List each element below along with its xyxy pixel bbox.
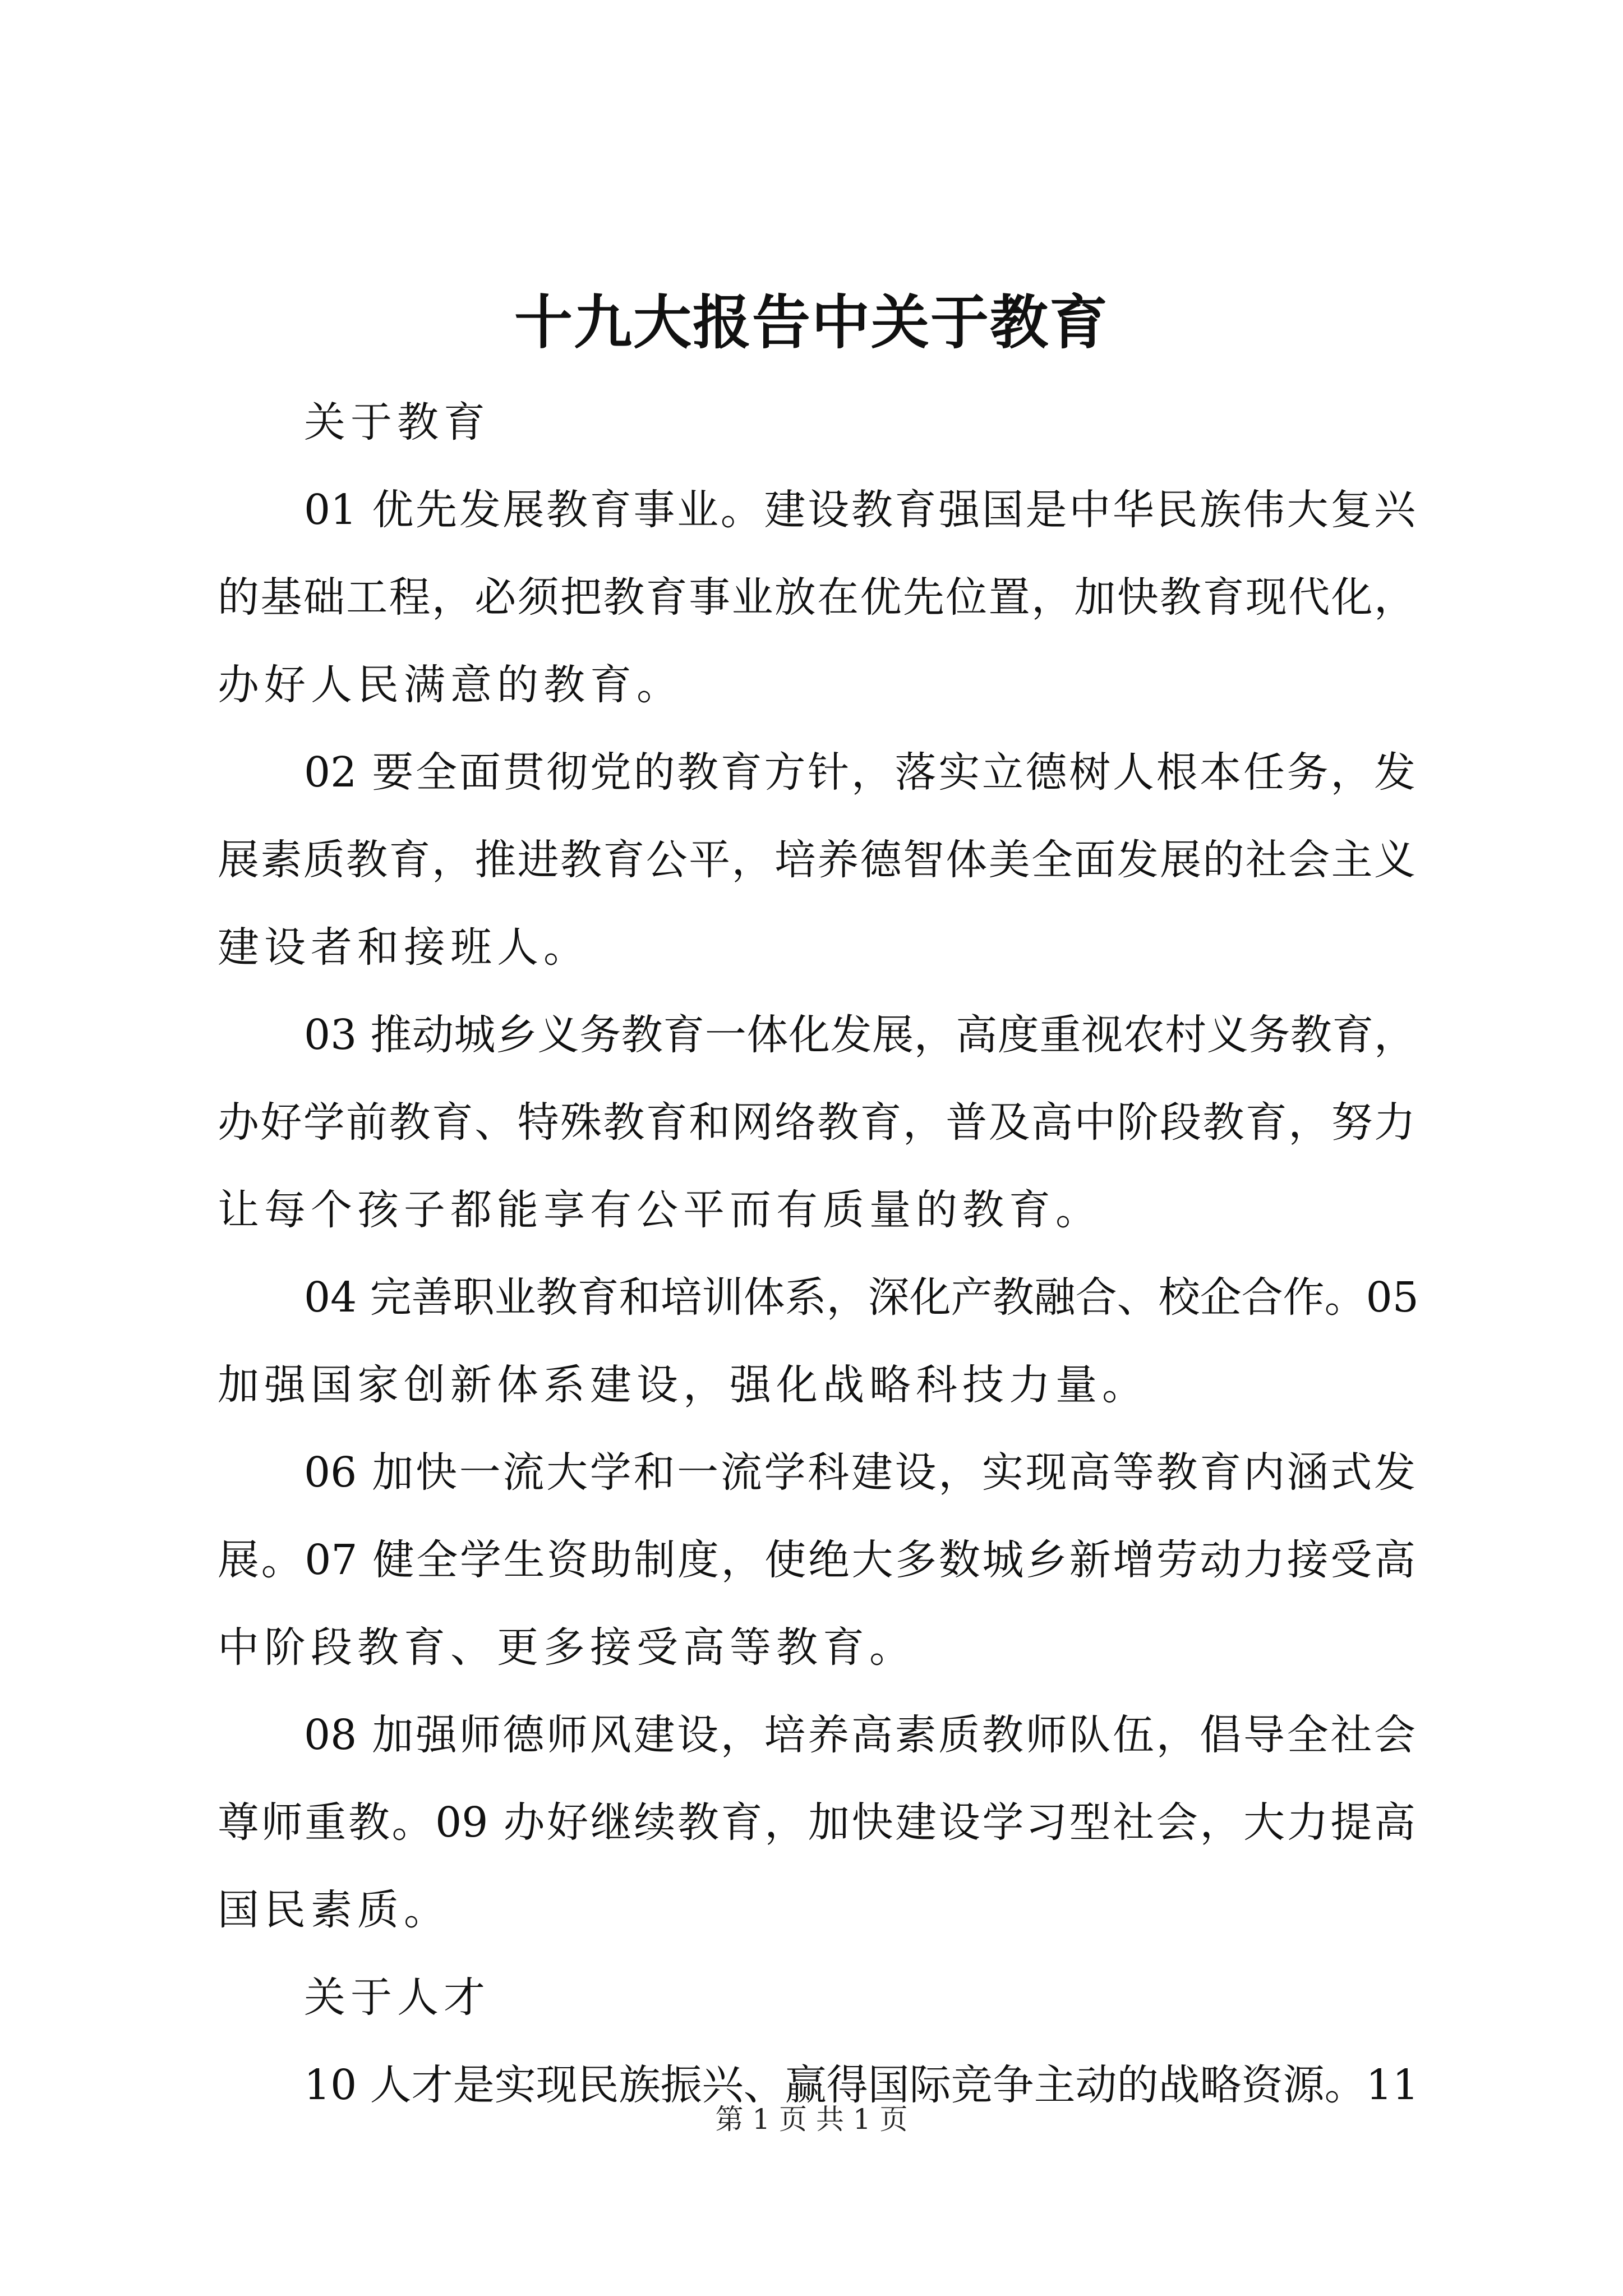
- paragraph-line: 08 加强师德师风建设，培养高素质教师队伍，倡导全社会: [304, 1711, 1415, 1759]
- paragraph-line: 02 要全面贯彻党的教育方针，落实立德树人根本任务，发: [304, 748, 1415, 797]
- paragraph-line: 的基础工程，必须把教育事业放在优先位置，加快教育现代化，: [218, 573, 1415, 622]
- page-footer: 第 1 页 共 1 页: [715, 2103, 908, 2136]
- paragraph-line: 办好学前教育、特殊教育和网络教育，普及高中阶段教育，努力: [218, 1098, 1415, 1147]
- paragraph-line: 03 推动城乡义务教育一体化发展，高度重视农村义务教育，: [304, 1011, 1415, 1059]
- paragraph-line: 10 人才是实现民族振兴、赢得国际竞争主动的战略资源。11: [304, 2061, 1419, 2109]
- paragraph-line: 国民素质。: [218, 1886, 450, 1934]
- paragraph-line: 尊师重教。09 办好继续教育，加快建设学习型社会，大力提高: [218, 1798, 1415, 1847]
- paragraph-line: 04 完善职业教育和培训体系，深化产教融合、校企合作。05: [304, 1273, 1419, 1322]
- paragraph-line: 让每个孩子都能享有公平而有质量的教育。: [218, 1186, 1102, 1234]
- paragraph-line: 加强国家创新体系建设，强化战略科技力量。: [218, 1361, 1149, 1409]
- document-body: [218, 379, 1419, 2129]
- paragraph-line: 展素质教育，推进教育公平，培养德智体美全面发展的社会主义: [218, 836, 1415, 884]
- paragraph-line: 展。07 健全学生资助制度，使绝大多数城乡新增劳动力接受高: [218, 1536, 1415, 1584]
- paragraph-line: 06 加快一流大学和一流学科建设，实现高等教育内涵式发: [304, 1448, 1415, 1497]
- paragraph-line: 建设者和接班人。: [218, 923, 590, 972]
- document-title: 十九大报告中关于教育: [514, 288, 1109, 357]
- paragraph-line: 中阶段教育、更多接受高等教育。: [218, 1623, 916, 1672]
- section-heading-education: 关于教育: [304, 398, 490, 447]
- paragraph-line: 01 优先发展教育事业。建设教育强国是中华民族伟大复兴: [304, 486, 1415, 534]
- section-heading-talent: 关于人才: [304, 1973, 490, 2022]
- paragraph-line: 办好人民满意的教育。: [218, 661, 683, 709]
